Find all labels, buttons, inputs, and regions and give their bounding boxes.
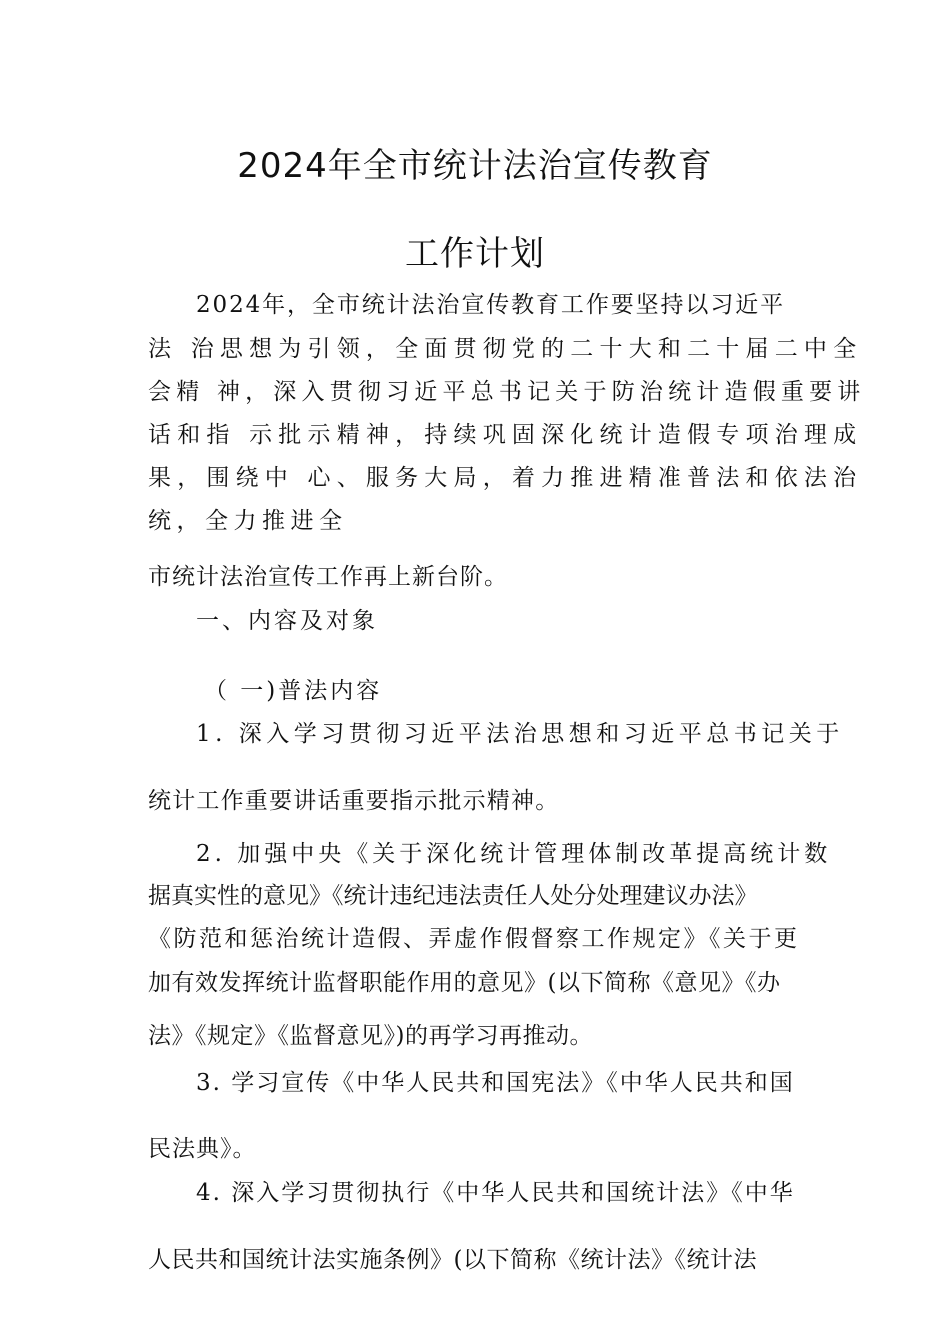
intro-line-1: 2024年，全市统计法治宣传教育工作要坚持以习近平 xyxy=(196,292,786,318)
item-2-line-1: 2. 加强中央《关于深化统计管理体制改革提高统计数 xyxy=(196,841,832,867)
item-4-line-2: 人民共和国统计法实施条例》(以下简称《统计法》《统计法 xyxy=(148,1247,757,1273)
section-heading-content-and-audience: 一、内容及对象 xyxy=(196,608,378,634)
item-1-line-1: 1. 深入学习贯彻习近平法治思想和习近平总书记关于 xyxy=(196,721,844,747)
intro-line-7: 市统计法治宣传工作再上新台阶。 xyxy=(148,564,508,590)
item-2-line-4: 加有效发挥统计监督职能作用的意见》(以下简称《意见》《办 xyxy=(148,970,781,996)
intro-line-2: 法 治思想为引领，全面贯彻党的二十大和二十届二中全 xyxy=(148,336,863,362)
subsection-heading-law-content: （ 一)普法内容 xyxy=(204,678,383,704)
intro-line-5: 果，围绕中 心、服务大局，着力推进精准普法和依法治 xyxy=(148,465,863,491)
item-3-line-2: 民法典》。 xyxy=(148,1136,257,1162)
item-3-line-1: 3. 学习宣传《中华人民共和国宪法》《中华人民共和国 xyxy=(196,1070,795,1096)
item-4-line-1: 4. 深入学习贯彻执行《中华人民共和国统计法》《中华 xyxy=(196,1180,795,1206)
intro-line-4: 话和指 示批示精神，持续巩固深化统计造假专项治理成 xyxy=(148,422,863,448)
item-2-line-2: 据真实性的意见》《统计违纪违法责任人处分处理建议办法》 xyxy=(148,883,758,909)
document-title-line-1: 2024年全市统计法治宣传教育 xyxy=(237,146,713,186)
document-title-line-2: 工作计划 xyxy=(405,234,545,274)
item-2-line-5: 法》《规定》《监督意见》)的再学习再推动。 xyxy=(148,1023,593,1049)
intro-line-3: 会精 神，深入贯彻习近平总书记关于防治统计造假重要讲 xyxy=(148,379,866,405)
intro-line-6: 统，全力推进全 xyxy=(148,508,348,534)
item-1-line-2: 统计工作重要讲话重要指示批示精神。 xyxy=(148,788,560,814)
item-2-line-3: 《防范和惩治统计造假、弄虚作假督察工作规定》《关于更 xyxy=(148,926,800,952)
